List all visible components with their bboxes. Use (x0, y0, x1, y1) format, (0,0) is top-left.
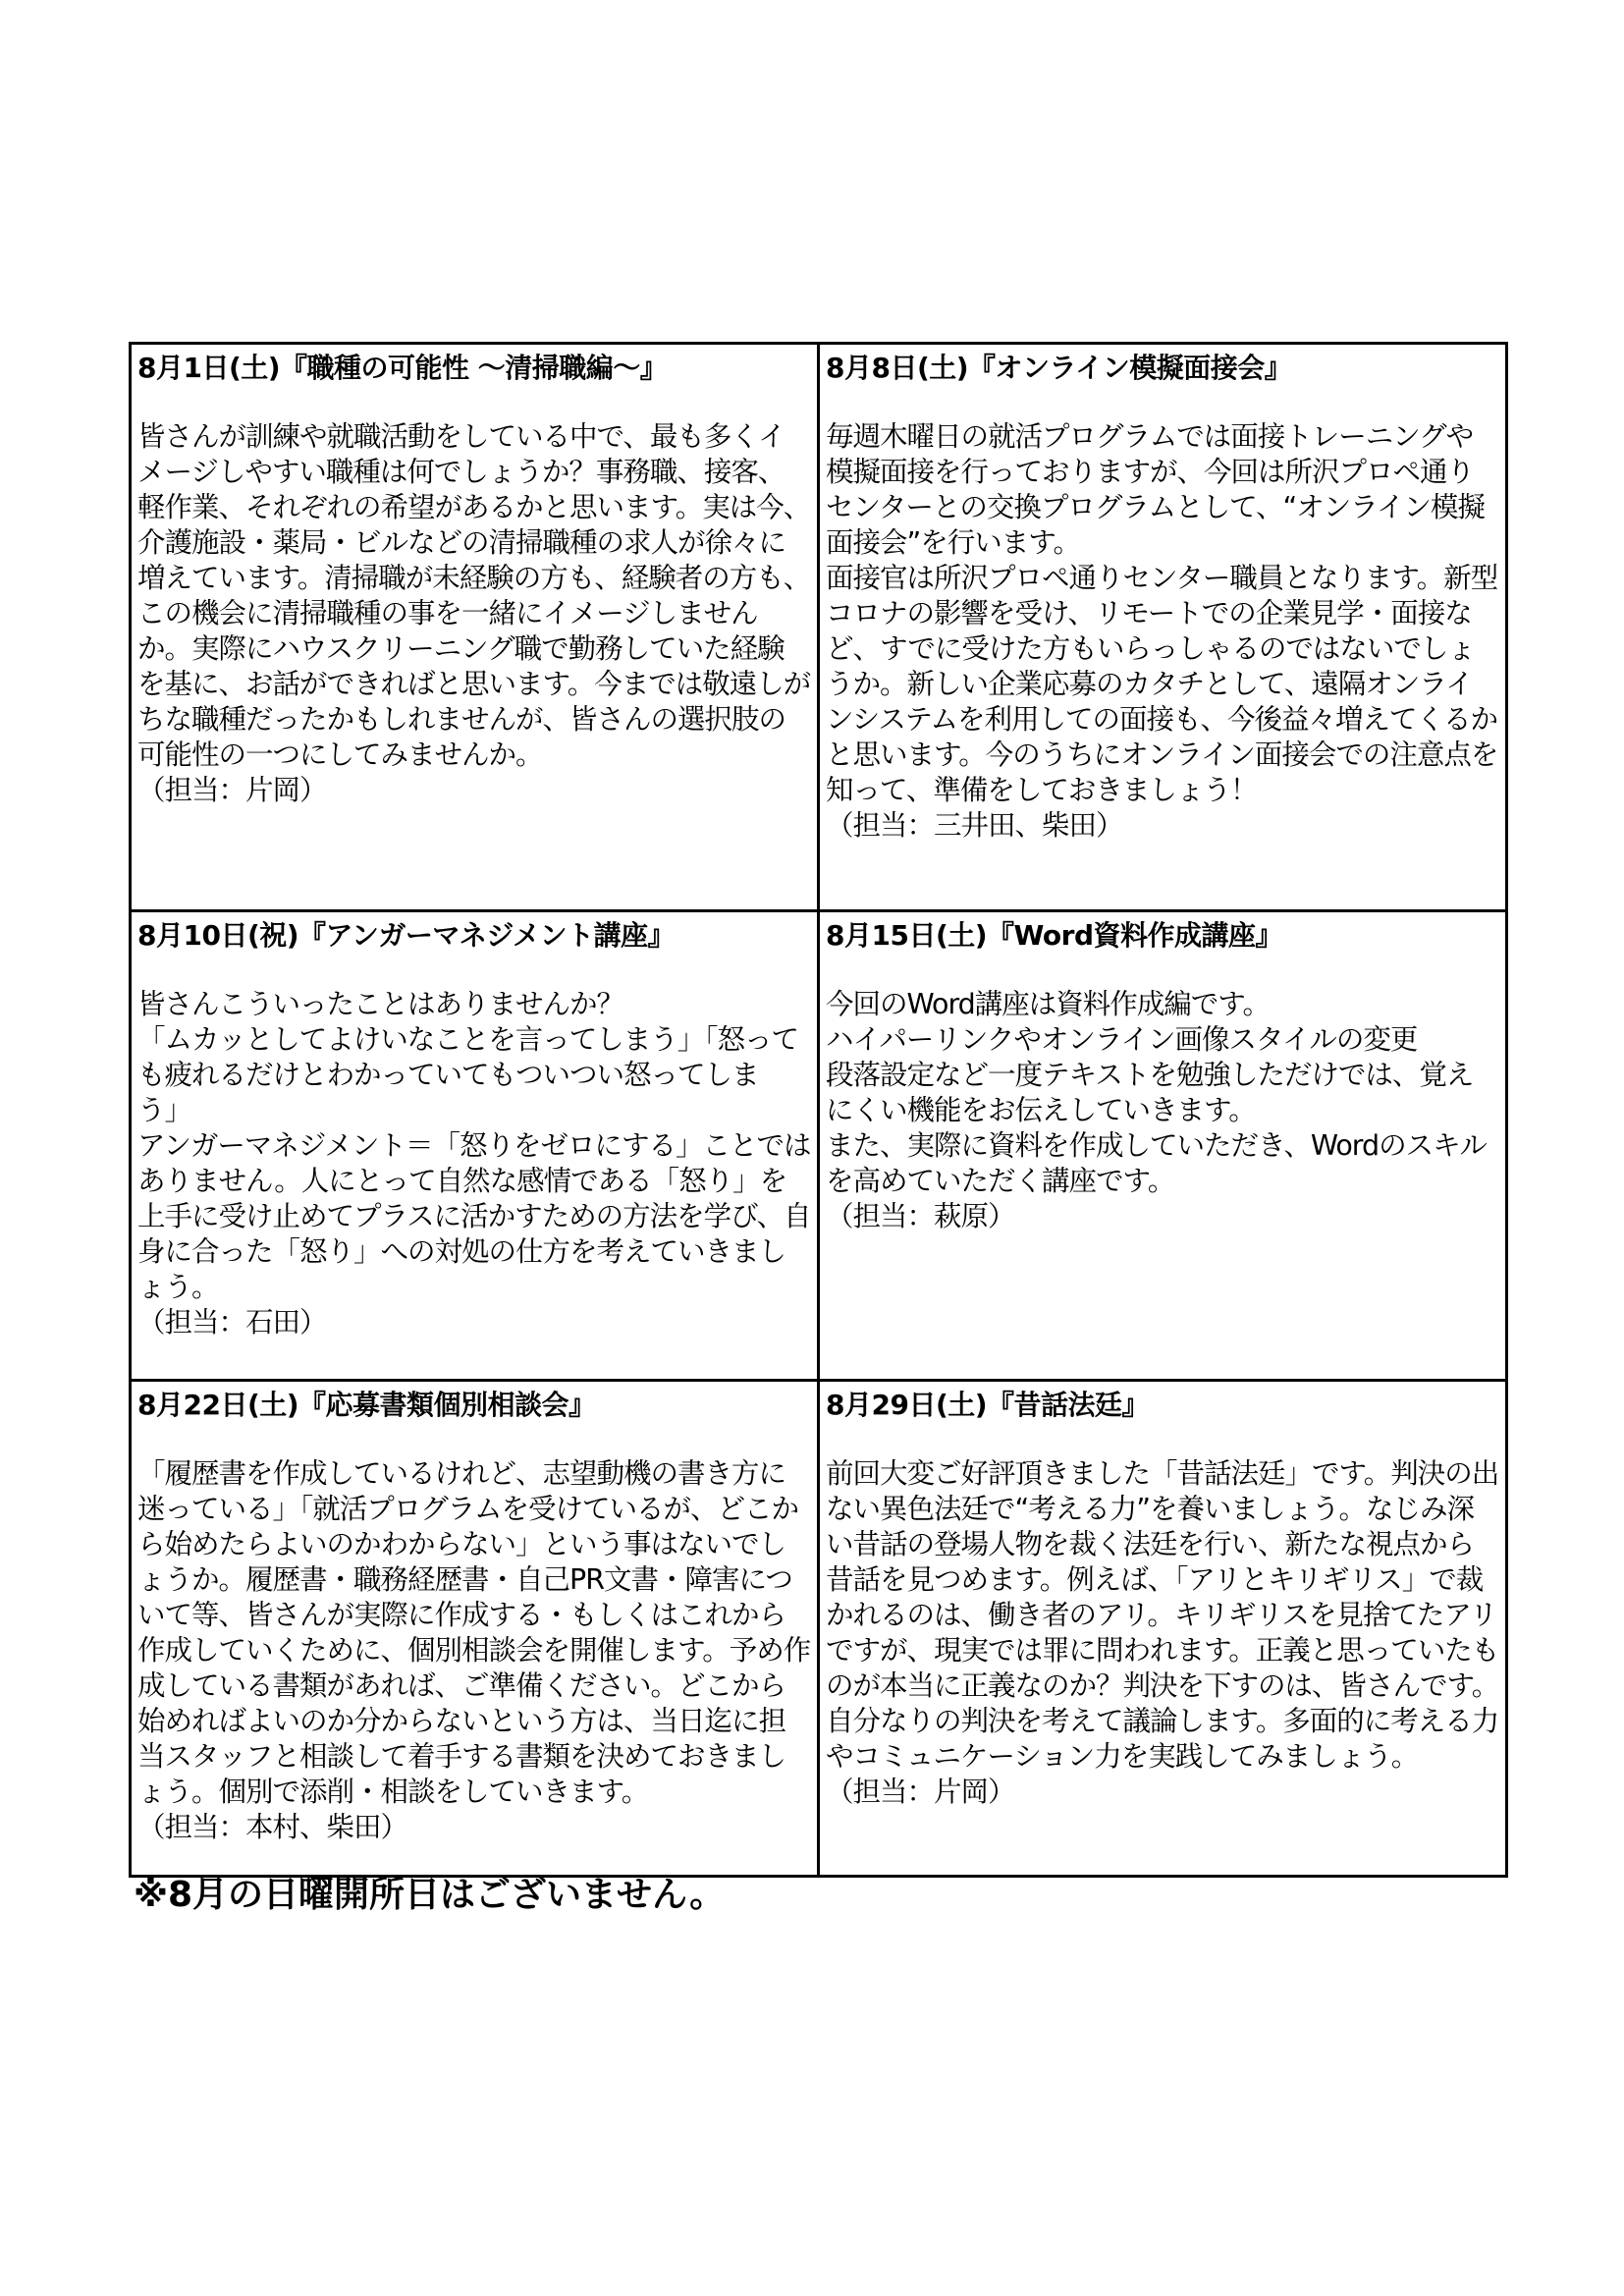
event-cell (819, 911, 1507, 1381)
event-staff: （担当：片岡） (826, 1776, 1015, 1808)
event-description: 毎週木曜日の就活プログラムでは面接トレーニングや模擬面接を行っておりますが、今回は所沢プロペ通りセンターとの交換プログラムとして、“オンライン模擬面接会”を行います。 面接官は所沢プロペ通りセンター職員となります。新型コロナの影響を受け、リモートでの企業見学・面接など、すでに受けた方もいらっしゃるのではないでしょうか。新しい企業応募のカタチとして、遠隔オンラインシステムを利用しての面接も、今後益々増えてくるかと思います。今のうちにオンライン面接会での注意点を知って、準備をしておきましょう！ (826, 420, 1498, 806)
event-title: 8月8日(土)『オンライン模擬面接会』 (826, 352, 1292, 384)
event-cell (819, 344, 1507, 911)
event-title: 8月22日(土)『応募書類個別相談会』 (137, 1389, 596, 1421)
event-title: 8月1日(土)『職種の可能性 ～清掃職編～』 (137, 352, 668, 384)
table-row (131, 1381, 1507, 1877)
event-title: 8月15日(土)『Word資料作成講座』 (826, 919, 1283, 952)
event-description: 今回のWord講座は資料作成編です。 ハイパーリンクやオンライン画像スタイルの変更 段落設定など一度テキストを勉強しただけでは、覚えにくい機能をお伝えしていきます。 また、実際に資料を作成していただき、Wordのスキルを高めていただく講座です。 (826, 988, 1487, 1197)
event-staff: （担当：石田） (137, 1306, 327, 1339)
event-description: 皆さんこういったことはありませんか？ 「ムカッとしてよけいなことを言ってしまう」「怒っても疲れるだけとわかっていてもついつい怒ってしまう」 アンガーマネジメント＝「怒りをゼロにする」ことではありません。人にとって自然な感情である「怒り」を上手に受け止めてプラスに活かすための方法を学び、自身に合った「怒り」への対処の仕方を考えていきましょう。 (137, 988, 811, 1303)
event-cell (819, 1381, 1507, 1877)
event-title: 8月29日(土)『昔話法廷』 (826, 1389, 1150, 1421)
event-title: 8月10日(祝)『アンガーマネジメント講座』 (137, 919, 676, 952)
event-description: 皆さんが訓練や就職活動をしている中で、最も多くイメージしやすい職種は何でしょうか？事務職、接客、軽作業、それぞれの希望があるかと思います。実は今、介護施設・薬局・ビルなどの清掃職種の求人が徐々に増えています。清掃職が未経験の方も、経験者の方も、この機会に清掃職種の事を一緒にイメージしませんか。実際にハウスクリーニング職で勤務していた経験を基に、お話ができればと思います。今までは敬遠しがちな職種だったかもしれませんが、皆さんの選択肢の可能性の一つにしてみませんか。 (137, 420, 811, 771)
event-staff: （担当：片岡） (137, 774, 327, 806)
event-staff: （担当：本村、柴田） (137, 1811, 408, 1843)
program-schedule-table (129, 342, 1508, 1878)
footer-note: ※8月の日曜開所日はございません。 (134, 1875, 726, 1915)
event-staff: （担当：萩原） (826, 1200, 1015, 1232)
table-row (131, 911, 1507, 1381)
event-cell (131, 344, 819, 911)
event-description: 前回大変ご好評頂きました「昔話法廷」です。判決の出ない異色法廷で“考える力”を養いましょう。なじみ深い昔話の登場人物を裁く法廷を行い、新たな視点から昔話を見つめます。例えば、「アリとキリギリス」で裁かれるのは、働き者のアリ。キリギリスを見捨てたアリですが、現実では罪に問われます。正義と思っていたものが本当に正義なのか？判決を下すのは、皆さんです。自分なりの判決を考えて議論します。多面的に考える力やコミュニケーション力を実践してみましょう。 (826, 1457, 1499, 1773)
event-cell (131, 911, 819, 1381)
event-staff: （担当：三井田、柴田） (826, 809, 1123, 842)
event-cell (131, 1381, 819, 1877)
event-description: 「履歴書を作成しているけれど、志望動機の書き方に迷っている」「就活プログラムを受けているが、どこから始めたらよいのかわからない」という事はないでしょうか。履歴書・職務経歴書・自己PR文書・障害について等、皆さんが実際に作成する・もしくはこれから作成していくために、個別相談会を開催します。予め作成している書類があれば、ご準備ください。どこから始めればよいのか分からないという方は、当日迄に担当スタッフと相談して着手する書類を決めておきましょう。個別で添削・相談をしていきます。 (137, 1457, 811, 1808)
table-row (131, 344, 1507, 911)
